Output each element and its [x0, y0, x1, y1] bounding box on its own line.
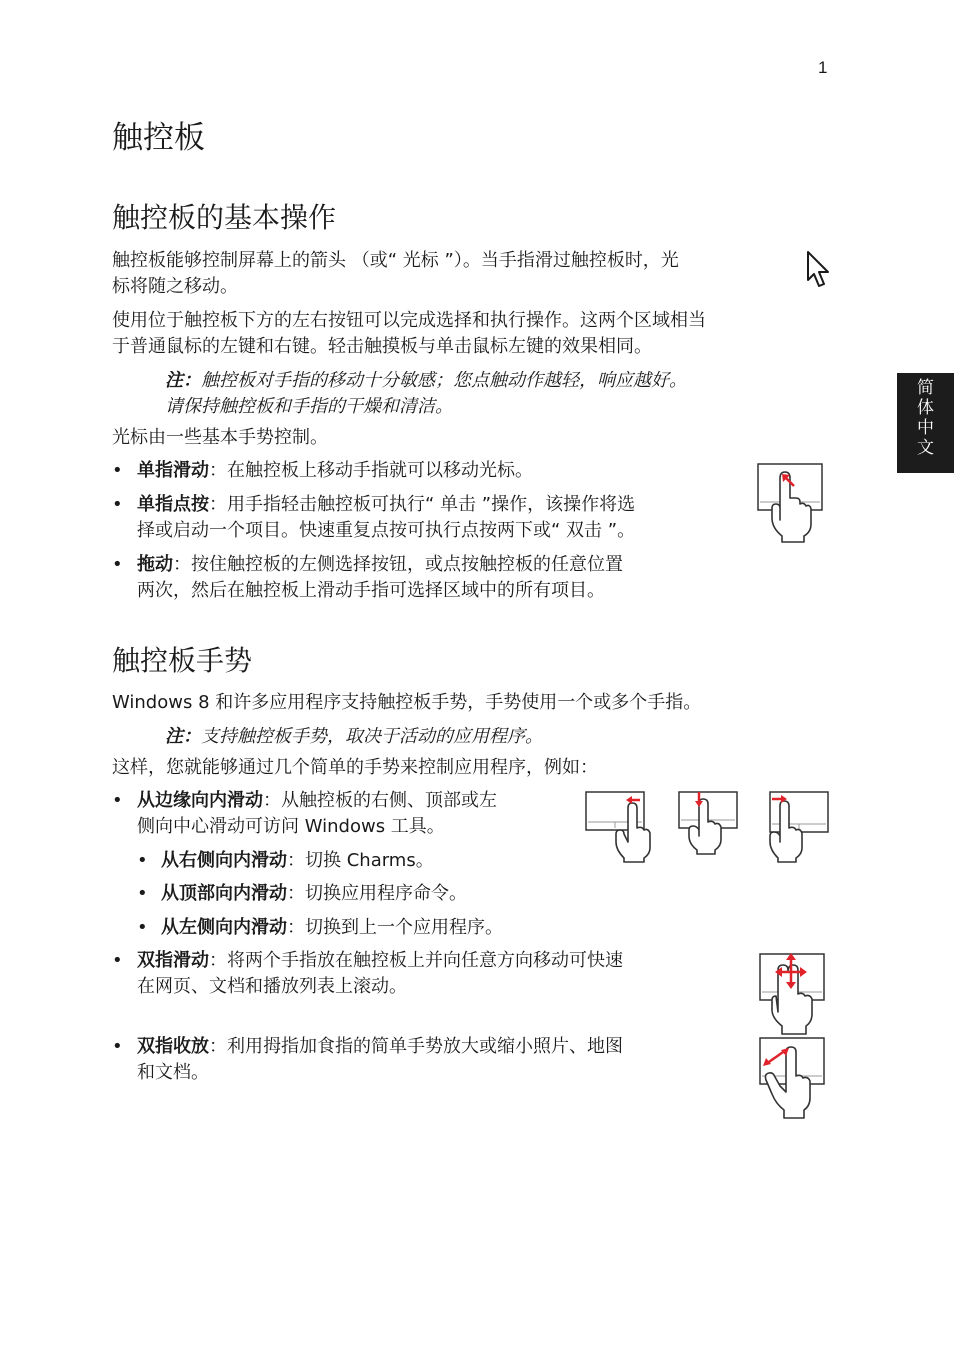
term: 从顶部向内滑动 [161, 883, 287, 904]
paragraph [112, 248, 832, 300]
touchpad-hand-icon [677, 790, 743, 856]
touchpad-hand-icon [756, 462, 826, 544]
bullet: • [112, 1036, 123, 1057]
tab-char: 中 [917, 418, 934, 438]
text: 择或启动一个项目。快速重复点按可执行点按两下或“ 双击 ”。 [137, 520, 636, 541]
separator: ： [209, 950, 227, 971]
page-number: 1 [818, 58, 828, 77]
text: 将两个手指放在触控板上并向任意方向移动可快速 [227, 950, 623, 971]
text: 侧向中心滑动可访问 Windows 工具。 [137, 816, 445, 837]
list-item [112, 458, 742, 484]
text: 在触控板上移动手指就可以移动光标。 [227, 460, 533, 481]
list-item [112, 1034, 742, 1086]
text: 从触控板的右侧、顶部或左 [281, 790, 497, 811]
note-text: 请保持触控板和手指的干燥和清洁。 [165, 396, 453, 417]
bullet: • [137, 850, 148, 871]
text-line: 于普通鼠标的左键和右键。轻击触摸板与单击鼠标左键的效果相同。 [112, 336, 652, 357]
term: 单指滑动 [137, 460, 209, 481]
list-item [112, 788, 572, 840]
list-item [112, 948, 742, 1000]
separator: ： [287, 883, 305, 904]
paragraph: Windows 8 和许多应用程序支持触控板手势，手势使用一个或多个手指。 [112, 692, 702, 713]
term: 双指滑动 [137, 950, 209, 971]
bullet: • [112, 494, 123, 515]
note-label: 注： [165, 370, 201, 391]
sub-list-item [137, 881, 637, 907]
separator: ： [173, 554, 191, 575]
touchpad-hand-icon [758, 952, 828, 1036]
separator: ： [209, 1036, 227, 1057]
section-heading-gestures: 触控板手势 [112, 644, 253, 677]
term: 双指收放 [137, 1036, 209, 1057]
text-line: 使用位于触控板下方的左右按钮可以完成选择和执行操作。这两个区域相当 [112, 310, 706, 331]
separator: ： [287, 917, 305, 938]
text-line: 标将随之移动。 [112, 276, 238, 297]
text: 用手指轻击触控板可执行“ 单击 ”操作，该操作将选 [227, 494, 636, 515]
text: 两次，然后在触控板上滑动手指可选择区域中的所有项目。 [137, 580, 605, 601]
bullet: • [112, 460, 123, 481]
note-text: 支持触控板手势，取决于活动的应用程序。 [201, 726, 543, 747]
text: 切换 Charms。 [305, 850, 434, 871]
tab-char: 体 [917, 398, 934, 418]
separator: ： [209, 494, 227, 515]
note [165, 368, 825, 420]
tab-char: 文 [917, 438, 934, 458]
separator: ： [263, 790, 281, 811]
term: 单指点按 [137, 494, 209, 515]
page-title: 触控板 [112, 120, 205, 156]
separator: ： [209, 460, 227, 481]
bullet: • [137, 883, 148, 904]
text: 切换到上一个应用程序。 [305, 917, 503, 938]
term: 从左侧向内滑动 [161, 917, 287, 938]
touchpad-hand-icon [758, 1036, 828, 1120]
bullet: • [112, 554, 123, 575]
text-line: 触控板能够控制屏幕上的箭头 （或“ 光标 ”）。当手指滑过触控板时，光 [112, 250, 679, 271]
paragraph: 这样，您就能够通过几个简单的手势来控制应用程序，例如： [112, 757, 598, 778]
text: 切换应用程序命令。 [305, 883, 467, 904]
section-heading-basic: 触控板的基本操作 [112, 201, 337, 234]
text: 按住触控板的左侧选择按钮，或点按触控板的任意位置 [191, 554, 623, 575]
note-label: 注： [165, 726, 201, 747]
list-item [112, 492, 742, 544]
term: 拖动 [137, 554, 173, 575]
text: 和文档。 [137, 1062, 209, 1083]
bullet: • [137, 917, 148, 938]
sub-list-item [137, 915, 637, 941]
touchpad-hand-icon [768, 790, 832, 864]
sub-list-item [137, 848, 637, 874]
text: 利用拇指加食指的简单手势放大或缩小照片、地图 [227, 1036, 623, 1057]
separator: ： [287, 850, 305, 871]
text: 在网页、文档和播放列表上滚动。 [137, 976, 407, 997]
note-text: 触控板对手指的移动十分敏感；您点触动作越轻，响应越好。 [201, 370, 687, 391]
term: 从右侧向内滑动 [161, 850, 287, 871]
note [165, 724, 825, 750]
language-tab [897, 373, 954, 473]
paragraph: 光标由一些基本手势控制。 [112, 427, 328, 448]
tab-char: 简 [917, 378, 934, 398]
bullet: • [112, 950, 123, 971]
cursor-arrow-icon [806, 250, 832, 292]
bullet: • [112, 790, 123, 811]
list-item [112, 552, 742, 604]
paragraph [112, 308, 832, 360]
term: 从边缘向内滑动 [137, 790, 263, 811]
